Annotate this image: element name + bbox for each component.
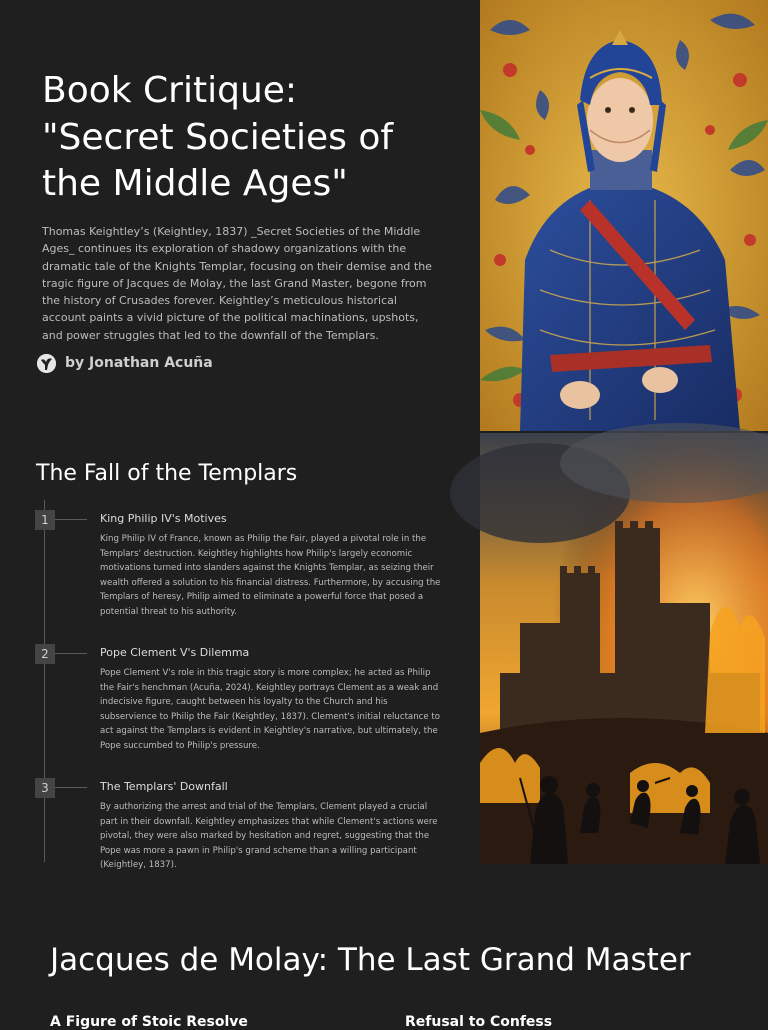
- step-number: 3: [35, 778, 55, 798]
- timeline-connector: [55, 519, 87, 520]
- title-line-2: "Secret Societies of: [42, 116, 394, 158]
- section-title-molay: Jacques de Molay: The Last Grand Master: [50, 942, 691, 978]
- knight-illustration: [480, 0, 768, 431]
- author-name: by Jonathan Acuña: [65, 355, 213, 371]
- title-line-3: the Middle Ages": [42, 163, 348, 204]
- intro-paragraph: Thomas Keightley’s (Keightley, 1837) _Secret Societies of the Middle Ages_ continues its exploration of shadowy organizations with the dramatic tale of the Knights Templar, focusing on their demise and the tragic figure of Jacques de Molay, the last Grand Master, begone from the history of Crusades forever. Keightley’s meticulous historical account paints a vivid picture of the political machinations, upshots, and power struggles that led to the downfall of the Templars.: [42, 225, 432, 342]
- timeline-line: [44, 500, 45, 862]
- step-number: 2: [35, 644, 55, 664]
- burning-castle-painting: [480, 433, 768, 864]
- subheading-refusal-to-confess: Refusal to Confess: [405, 1014, 553, 1030]
- timeline-connector: [55, 787, 87, 788]
- title-line-1: Book Critique:: [42, 70, 298, 111]
- step-number: 1: [35, 510, 55, 530]
- timeline-heading: King Philip IV's Motives: [100, 512, 227, 525]
- section-title-fall: The Fall of the Templars: [36, 461, 298, 486]
- subheading-stoic-resolve: A Figure of Stoic Resolve: [50, 1014, 248, 1030]
- timeline-heading: The Templars' Downfall: [100, 780, 228, 793]
- timeline-heading: Pope Clement V's Dilemma: [100, 646, 250, 659]
- timeline-text: By authorizing the arrest and trial of the Templars, Clement played a crucial part in their downfall. Keightley emphasizes that while Clement's actions were pivotal, they were also marked by hesitation and regret, suggesting that the Pope was more a pawn in Philip's grand scheme than a willing participant (Keightley, 1837).: [100, 802, 438, 871]
- timeline-text: Pope Clement V's role in this tragic story is more complex; he acted as Philip the Fair's henchman (Acuña, 2024). Keightley portrays Clement as a weak and indecisive figure, caught between his loyalty to the Church and his subservience to Philip the Fair (Keightley, 1837). Clement's initial reluctance to act against the Templars is evident in Keightley's narrative, but ultimately, the Pope succumbed to Philip's pressure.: [100, 668, 441, 751]
- timeline-text: King Philip IV of France, known as Philip the Fair, played a pivotal role in the Templars' destruction. Keightley highlights how Philip's largely economic motivations turned into slanders against the Knights Templar, as seizing their wealth offered a solution to his financial distress. Furthermore, by accusing the Templars of heresy, Philip aimed to eliminate a powerful force that posed a potential threat to his authority.: [100, 534, 441, 617]
- timeline-connector: [55, 653, 87, 654]
